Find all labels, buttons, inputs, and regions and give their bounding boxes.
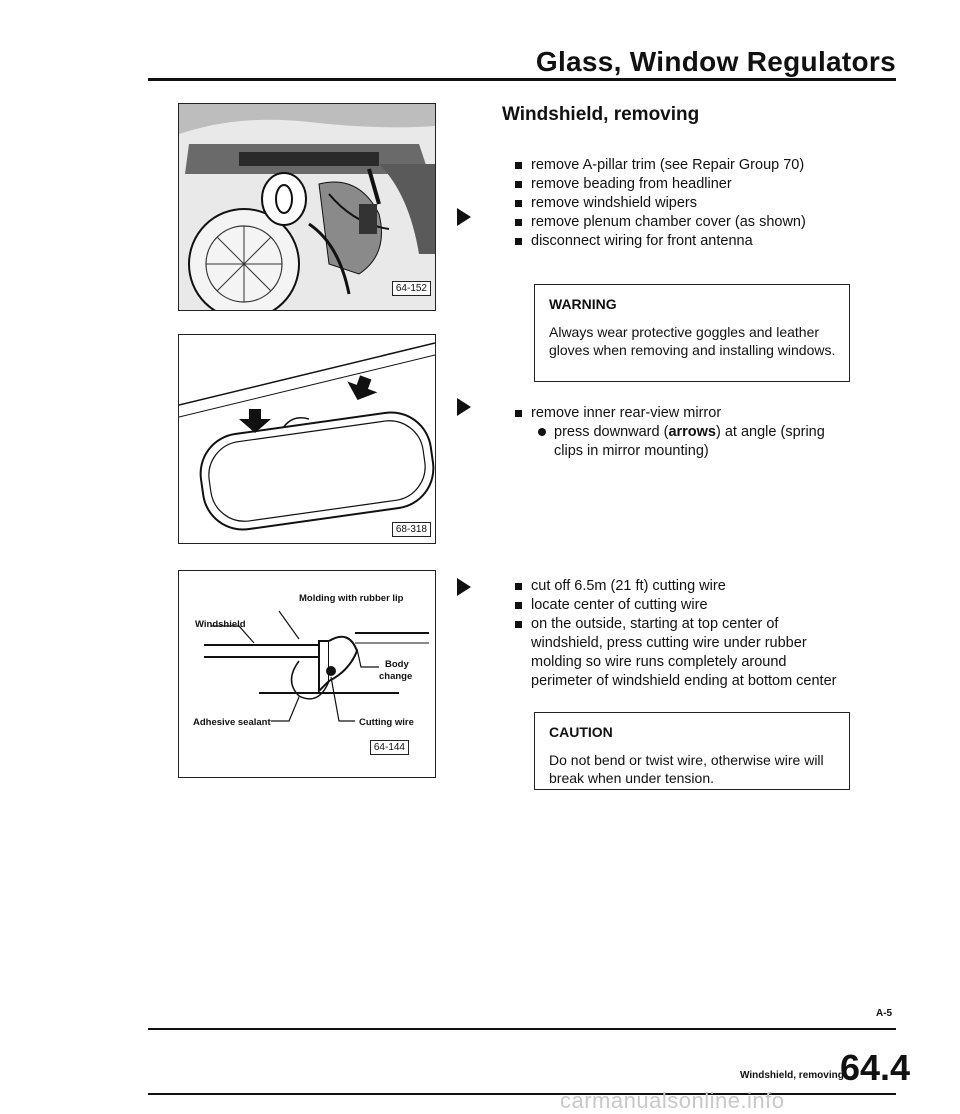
warning-text: Always wear protective goggles and leather gloves when removing and installing windows. [549,324,836,358]
label-molding: Molding with rubber lip [299,593,404,604]
page-reference: A-5 [876,1008,893,1019]
figure-code: 64-152 [392,281,431,296]
footer-rule [148,1028,896,1030]
warning-title: WARNING [549,296,617,312]
engine-bay-illustration [179,104,435,310]
step-list [515,577,845,691]
step-item: cut off 6.5m (21 ft) cutting wire [515,577,845,596]
figure-code: 64-144 [370,740,409,755]
step-item: remove windshield wipers [515,194,806,213]
label-body-line1: Body [385,659,409,670]
figure-code: 68-318 [392,522,431,537]
substep-list [538,423,838,461]
warning-box [534,284,850,382]
figure-molding [178,570,436,778]
mirror-illustration [179,335,435,543]
step-item: disconnect wiring for front antenna [515,232,806,251]
caution-box [534,712,850,790]
step-item: remove A-pillar trim (see Repair Group 70) [515,156,806,175]
figure-engine-bay [178,103,436,311]
page-title: Glass, Window Regulators [535,46,896,77]
step-list [515,156,806,251]
step-list [515,404,721,423]
section-title: Windshield, removing [502,104,700,125]
caution-title: CAUTION [549,724,613,740]
step-item: locate center of cutting wire [515,596,845,615]
step-item: remove beading from headliner [515,175,806,194]
header-rule [148,78,896,81]
label-cutting-wire: Cutting wire [359,717,414,728]
label-adhesive: Adhesive sealant [193,717,271,728]
pointer-arrow-icon [457,398,471,416]
step-item: remove inner rear-view mirror [515,404,721,423]
caution-text: Do not bend or twist wire, otherwise wire will break when under tension. [549,752,824,786]
label-body-line2: change [379,671,413,682]
footer-section-name: Windshield, removing [740,1070,844,1081]
pointer-arrow-icon [457,578,471,596]
footer-section-number: 64.4 [840,1047,911,1088]
substep-item: press downward (arrows) at angle (spring clips in mirror mounting) [538,423,838,461]
figure-mirror [178,334,436,544]
step-item: on the outside, starting at top center of windshield, press cutting wire under rubber molding so wire runs completely around perimeter of windshield ending at bottom center [515,615,845,691]
watermark: carmanualsonline.info [560,1088,785,1113]
step-item: remove plenum chamber cover (as shown) [515,213,806,232]
substep-emphasis: arrows [668,424,716,440]
label-windshield: Windshield [195,619,246,630]
pointer-arrow-icon [457,208,471,226]
